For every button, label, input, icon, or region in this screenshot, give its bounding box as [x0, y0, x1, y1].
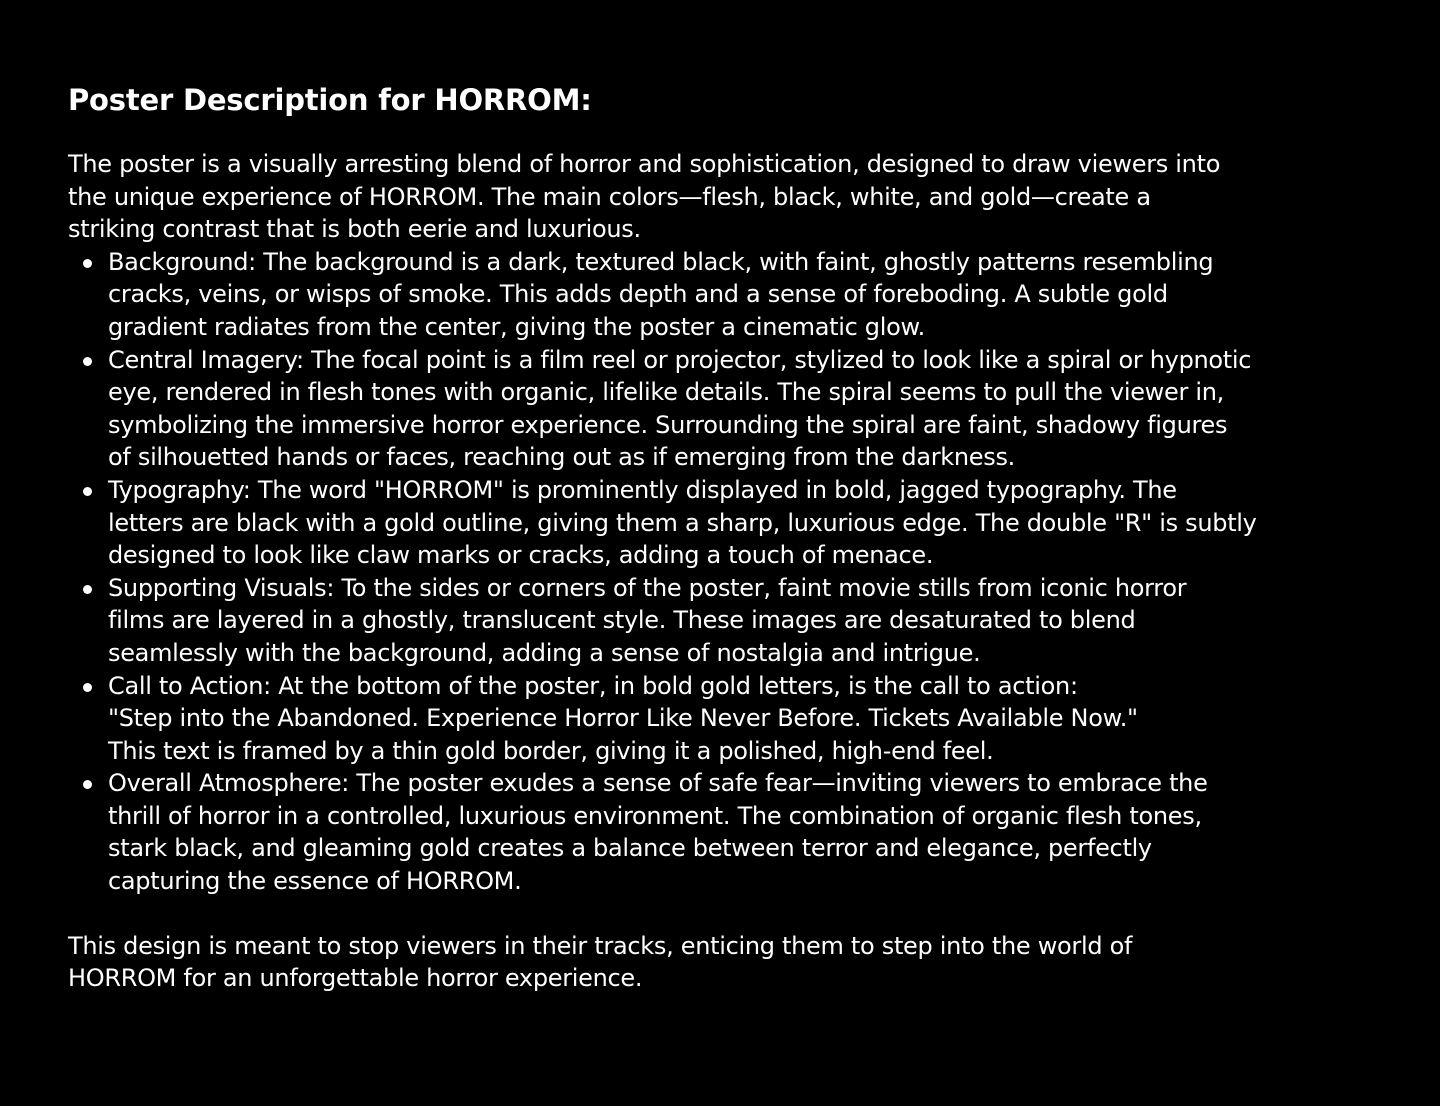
list-item-typography: [68, 474, 1358, 572]
list-item-line: Overall Atmosphere: The poster exudes a sense of safe fear—inviting viewers to embrace the: [108, 769, 1208, 798]
list-item-line: stark black, and gleaming gold creates a balance between terror and elegance, perfectly: [108, 834, 1152, 863]
list-item-line: Call to Action: At the bottom of the poster, in bold gold letters, is the call to action:: [108, 671, 1078, 700]
list-item-line: Background: The background is a dark, textured black, with faint, ghostly patterns resembling: [108, 247, 1214, 276]
list-item-call-to-action: [68, 670, 1358, 768]
list-item-line: cracks, veins, or wisps of smoke. This adds depth and a sense of foreboding. A subtle gold: [108, 280, 1168, 309]
list-item-line: capturing the essence of HORROM.: [108, 867, 522, 896]
document-body: [68, 78, 1358, 995]
bullet-icon: [83, 683, 92, 692]
page-title: Poster Description for HORROM:: [68, 83, 592, 117]
list-item-overall-atmosphere: [68, 767, 1358, 897]
list-item-line: of silhouetted hands or faces, reaching out as if emerging from the darkness.: [108, 443, 1016, 472]
list-item-central-imagery: [68, 344, 1358, 474]
bullet-icon: [83, 780, 92, 789]
list-item-supporting-visuals: [68, 572, 1358, 670]
list-item-line: letters are black with a gold outline, giving them a sharp, luxurious edge. The double "R" is subtly: [108, 508, 1257, 537]
list-item-line: Supporting Visuals: To the sides or corners of the poster, faint movie stills from iconic horror: [108, 573, 1187, 602]
intro-paragraph: [68, 148, 1358, 246]
intro-line: striking contrast that is both eerie and luxurious.: [68, 215, 641, 244]
list-item-line: designed to look like claw marks or cracks, adding a touch of menace.: [108, 541, 934, 570]
list-item-line: symbolizing the immersive horror experience. Surrounding the spiral are faint, shadowy figures: [108, 410, 1228, 439]
bullet-icon: [83, 487, 92, 496]
closing-paragraph: [68, 930, 1358, 995]
list-item-line: thrill of horror in a controlled, luxurious environment. The combination of organic flesh tones,: [108, 801, 1202, 830]
bullet-icon: [83, 259, 92, 268]
list-item-line: Central Imagery: The focal point is a film reel or projector, stylized to look like a spiral or hypnotic: [108, 345, 1252, 374]
closing-line: This design is meant to stop viewers in their tracks, enticing them to step into the world of: [68, 931, 1133, 960]
list-item-line: This text is framed by a thin gold border, giving it a polished, high-end feel.: [108, 736, 994, 765]
closing-line: HORROM for an unforgettable horror experience.: [68, 964, 643, 993]
list-item-line: eye, rendered in flesh tones with organic, lifelike details. The spiral seems to pull the viewer in,: [108, 378, 1224, 407]
description-list: [68, 246, 1358, 898]
bullet-icon: [83, 357, 92, 366]
intro-line: the unique experience of HORROM. The main colors—flesh, black, white, and gold—create a: [68, 182, 1151, 211]
list-item-line: gradient radiates from the center, giving the poster a cinematic glow.: [108, 312, 925, 341]
list-item-background: [68, 246, 1358, 344]
bullet-icon: [83, 585, 92, 594]
list-item-line: "Step into the Abandoned. Experience Horror Like Never Before. Tickets Available Now.": [108, 704, 1138, 733]
list-item-line: films are layered in a ghostly, translucent style. These images are desaturated to blend: [108, 606, 1136, 635]
list-item-line: Typography: The word "HORROM" is prominently displayed in bold, jagged typography. The: [108, 475, 1177, 504]
intro-line: The poster is a visually arresting blend of horror and sophistication, designed to draw viewers into: [68, 150, 1221, 178]
list-item-line: seamlessly with the background, adding a sense of nostalgia and intrigue.: [108, 638, 981, 667]
